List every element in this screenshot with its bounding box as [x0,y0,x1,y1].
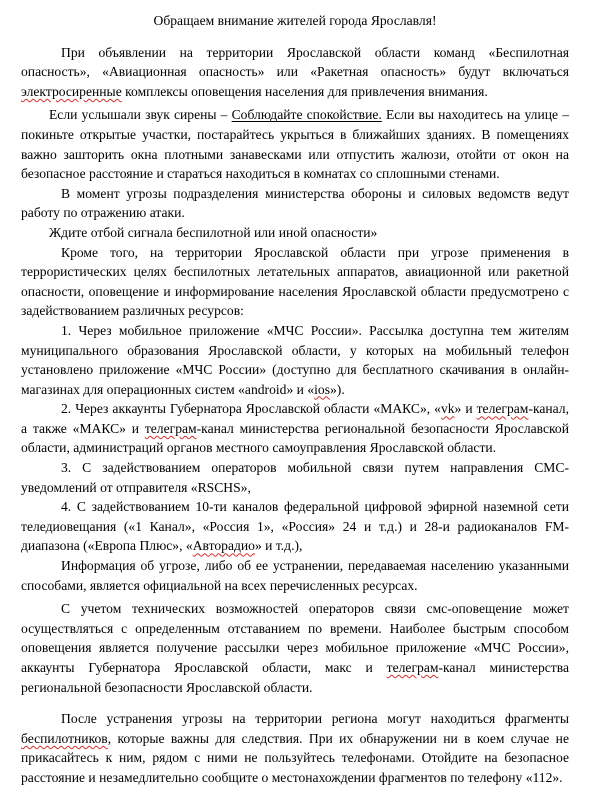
spellcheck-word: ios [314,381,330,397]
paragraph-if-siren [21,105,569,183]
paragraph-siren-commands [21,43,569,102]
paragraph-official-info: Информация об угрозе, либо об ее устранении, передаваемая населению указанными способами, является официальной на всех перечисленных ресурсах. [21,558,569,593]
paragraph-sms-delay [21,599,569,697]
text: » и т.д.), [254,538,303,554]
spellcheck-word: Авторадио [192,538,255,554]
text: -канал министерства региональной безопасности Ярославской области, администраций органов местного самоуправления Ярославской области. [21,420,569,456]
text: -канал, а также «МАКС» и [21,401,569,436]
list-item-accounts [21,399,569,458]
text: комплексы оповещения населения для привлечения внимания. [121,83,488,99]
text: »). [330,381,345,397]
spellcheck-word: vk [440,401,455,417]
text: При объявлении на территории Ярославской области команд «Беспилотная опасность», «Авиационная опасность» или «Ракетная опасность» будут включаться [21,44,569,80]
underlined-phrase: Соблюдайте спокойствие. [231,107,382,123]
text: » и [454,401,477,417]
text: 1. Через мобильное приложение «МЧС России». Рассылка доступна тем жителям муниципального образования Ярославской области, у которых на мобильный телефон установлено приложение «МЧС России» (доступно для бесплатного скачивания в онлайн-магазинах для операционных систем «android» и « [21,322,569,397]
spellcheck-word: беспилотников [21,730,108,746]
text: С учетом технических возможностей операторов связи смс-оповещение может осуществляться с определенным отставанием по времени. Наиболее быстрым способом оповещения является получение рассылки через мобильное приложение «МЧС России», аккаунты Губернатора Ярославской области, макс и [21,601,569,675]
paragraph-resources-intro: Кроме того, на территории Ярославской области при угрозе применения в террористических целях беспилотных летательных аппаратов, авиационной или ракетной опасности, оповещение и информирование населения Ярославской области предусмотрено с задействованием различных ресурсов: [21,244,569,319]
text: -канал министерства региональной безопасности Ярославской области. [21,660,569,695]
paragraph-wait-signal: Ждите отбой сигнала беспилотной или иной опасности» [49,224,378,240]
list-item-mchs-app [21,321,569,399]
spellcheck-word: телеграм [386,660,439,675]
text: Если услышали звук сирены – [49,107,232,123]
document-title: Обращаем внимание жителей города Ярославля! [153,13,437,28]
spellcheck-word: телеграм [476,401,529,417]
text: 2. Через аккаунты Губернатора Ярославской области «МАКС», « [61,401,441,417]
text: , которые важны для следствия. При их обнаружении ни в коем случае не прикасайтесь к ним, рядом с ними не пользуйтесь телефонами. Отойдите на безопасное расстояние и незамедлительно сообщите о местонахождении фрагментов по телефону «112». [21,730,569,785]
text: Если вы находитесь на улице – покиньте открытые участки, постарайтесь укрыться в ближайших зданиях. В помещениях важно зашторить окна плотными занавесками или отпустить жалюзи, отойти от окон на безопасное расстояние и стараться находиться в комнатах со сплошными стенами. [21,107,569,182]
text: После устранения угрозы на территории региона могут находиться фрагменты [61,711,569,727]
spellcheck-word: телеграм [144,420,197,436]
list-item-tv-radio [21,497,569,556]
spellcheck-word: электросиренные [21,83,122,99]
list-item-sms: 3. С задействованием операторов мобильной связи путем направления СМС-уведомлений от отправителя «RSCHS», [21,460,569,495]
text: 4. С задействованием 10-ти каналов федеральной цифровой эфирной наземной сети теледиовещания («1 Канал», «Россия 1», «Россия» 24 и т.д.) и 28-и радиоканалов FM-диапазона («Европа Плюс», « [21,499,569,554]
paragraph-after-threat [21,709,569,787]
paragraph-defense: В момент угрозы подразделения министерства обороны и силовых ведомств ведут работу по отражению атаки. [21,185,569,221]
